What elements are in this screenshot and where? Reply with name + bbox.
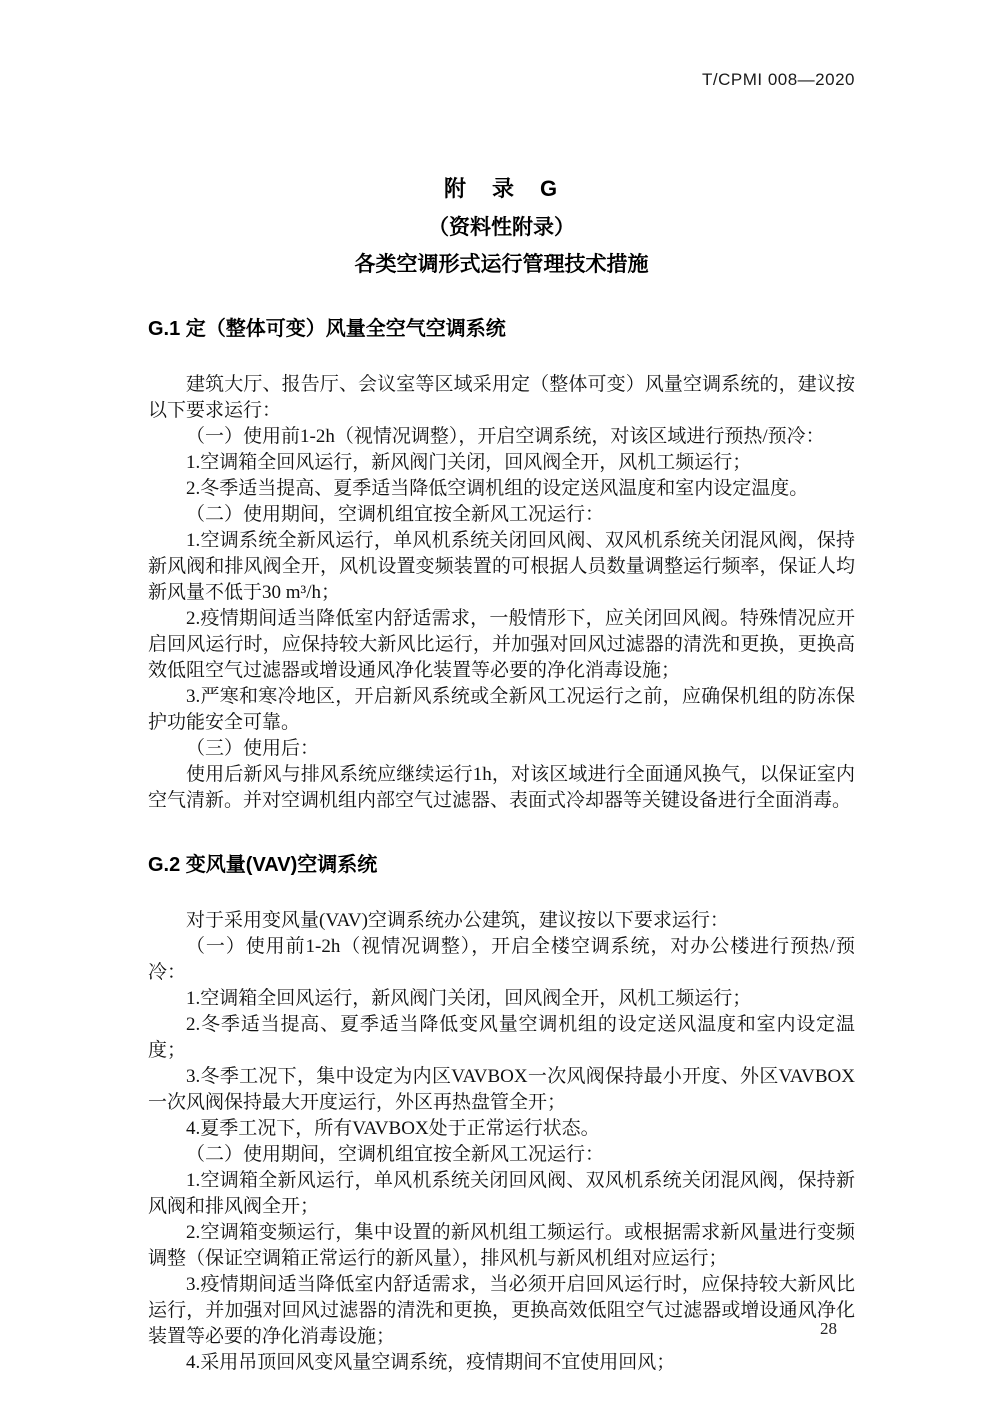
appendix-title-block <box>148 172 855 278</box>
paragraph: 3.冬季工况下，集中设定为内区VAVBOX一次风阀保持最小开度、外区VAVBOX一次风阀保持最大开度运行，外区再热盘管全开； <box>148 1066 855 1113</box>
paragraph: 4.采用吊顶回风变风量空调系统，疫情期间不宜使用回风； <box>186 1352 676 1373</box>
paragraph: （二）使用期间，空调机组宜按全新风工况运行： <box>186 504 605 525</box>
section-heading-g2: G.2 变风量(VAV)空调系统 <box>148 854 378 876</box>
paragraph: （一）使用前1-2h（视情况调整），开启空调系统，对该区域进行预热/预冷： <box>186 426 825 447</box>
paragraph: 3.严寒和寒冷地区，开启新风系统或全新风工况运行之前，应确保机组的防冻保护功能安全可靠。 <box>148 686 855 733</box>
paragraph: 1.空调箱全新风运行，单风机系统关闭回风阀、双风机系统关闭混风阀，保持新风阀和排风阀全开； <box>148 1170 855 1217</box>
paragraph: （三）使用后： <box>186 738 320 759</box>
paragraph: 3.疫情期间适当降低室内舒适需求，当必须开启回风运行时，应保持较大新风比运行，并加强对回风过滤器的清洗和更换，更换高效低阻空气过滤器或增设通风净化装置等必要的净化消毒设施； <box>148 1274 855 1347</box>
standard-number: T/CPMI 008—2020 <box>701 70 855 89</box>
paragraph: 2.空调箱变频运行，集中设置的新风机组工频运行。或根据需求新风量进行变频调整（保证空调箱正常运行的新风量），排风机与新风机组对应运行； <box>148 1222 855 1269</box>
paragraph: 1.空调系统全新风运行，单风机系统关闭回风阀、双风机系统关闭混风阀，保持新风阀和排风阀全开，风机设置变频装置的可根据人员数量调整运行频率，保证人均新风量不低于30 m³/h； <box>148 530 855 603</box>
appendix-type: （资料性附录） <box>428 216 575 239</box>
paragraph: 1.空调箱全回风运行，新风阀门关闭，回风阀全开，风机工频运行； <box>186 988 752 1009</box>
paragraph: 1.空调箱全回风运行，新风阀门关闭，回风阀全开，风机工频运行； <box>186 452 752 473</box>
appendix-title: 各类空调形式运行管理技术措施 <box>354 253 649 276</box>
paragraph: （二）使用期间，空调机组宜按全新风工况运行： <box>186 1144 605 1165</box>
paragraph: 建筑大厅、报告厅、会议室等区域采用定（整体可变）风量空调系统的，建议按以下要求运行： <box>148 374 855 421</box>
appendix-label: 附 录 G <box>443 176 560 201</box>
paragraph: 2.冬季适当提高、夏季适当降低空调机组的设定送风温度和室内设定温度。 <box>186 478 809 499</box>
section-heading-g1: G.1 定（整体可变）风量全空气空调系统 <box>148 318 506 340</box>
page-number: 28 <box>820 1319 837 1338</box>
document-body <box>148 312 855 1376</box>
paragraph: 2.冬季适当提高、夏季适当降低变风量空调机组的设定送风温度和室内设定温度； <box>148 1014 855 1061</box>
paragraph: （一）使用前1-2h（视情况调整），开启全楼空调系统，对办公楼进行预热/预冷： <box>148 936 855 983</box>
paragraph: 4.夏季工况下，所有VAVBOX处于正常运行状态。 <box>186 1118 600 1139</box>
paragraph: 2.疫情期间适当降低室内舒适需求，一般情形下，应关闭回风阀。特殊情况应开启回风运行时，应保持较大新风比运行，并加强对回风过滤器的清洗和更换，更换高效低阻空气过滤器或增设通风净化装置等必要的净化消毒设施； <box>148 608 855 681</box>
paragraph: 对于采用变风量(VAV)空调系统办公建筑，建议按以下要求运行： <box>186 910 729 931</box>
paragraph: 使用后新风与排风系统应继续运行1h，对该区域进行全面通风换气，以保证室内空气清新。并对空调机组内部空气过滤器、表面式冷却器等关键设备进行全面消毒。 <box>148 764 855 811</box>
page-header <box>148 0 855 90</box>
